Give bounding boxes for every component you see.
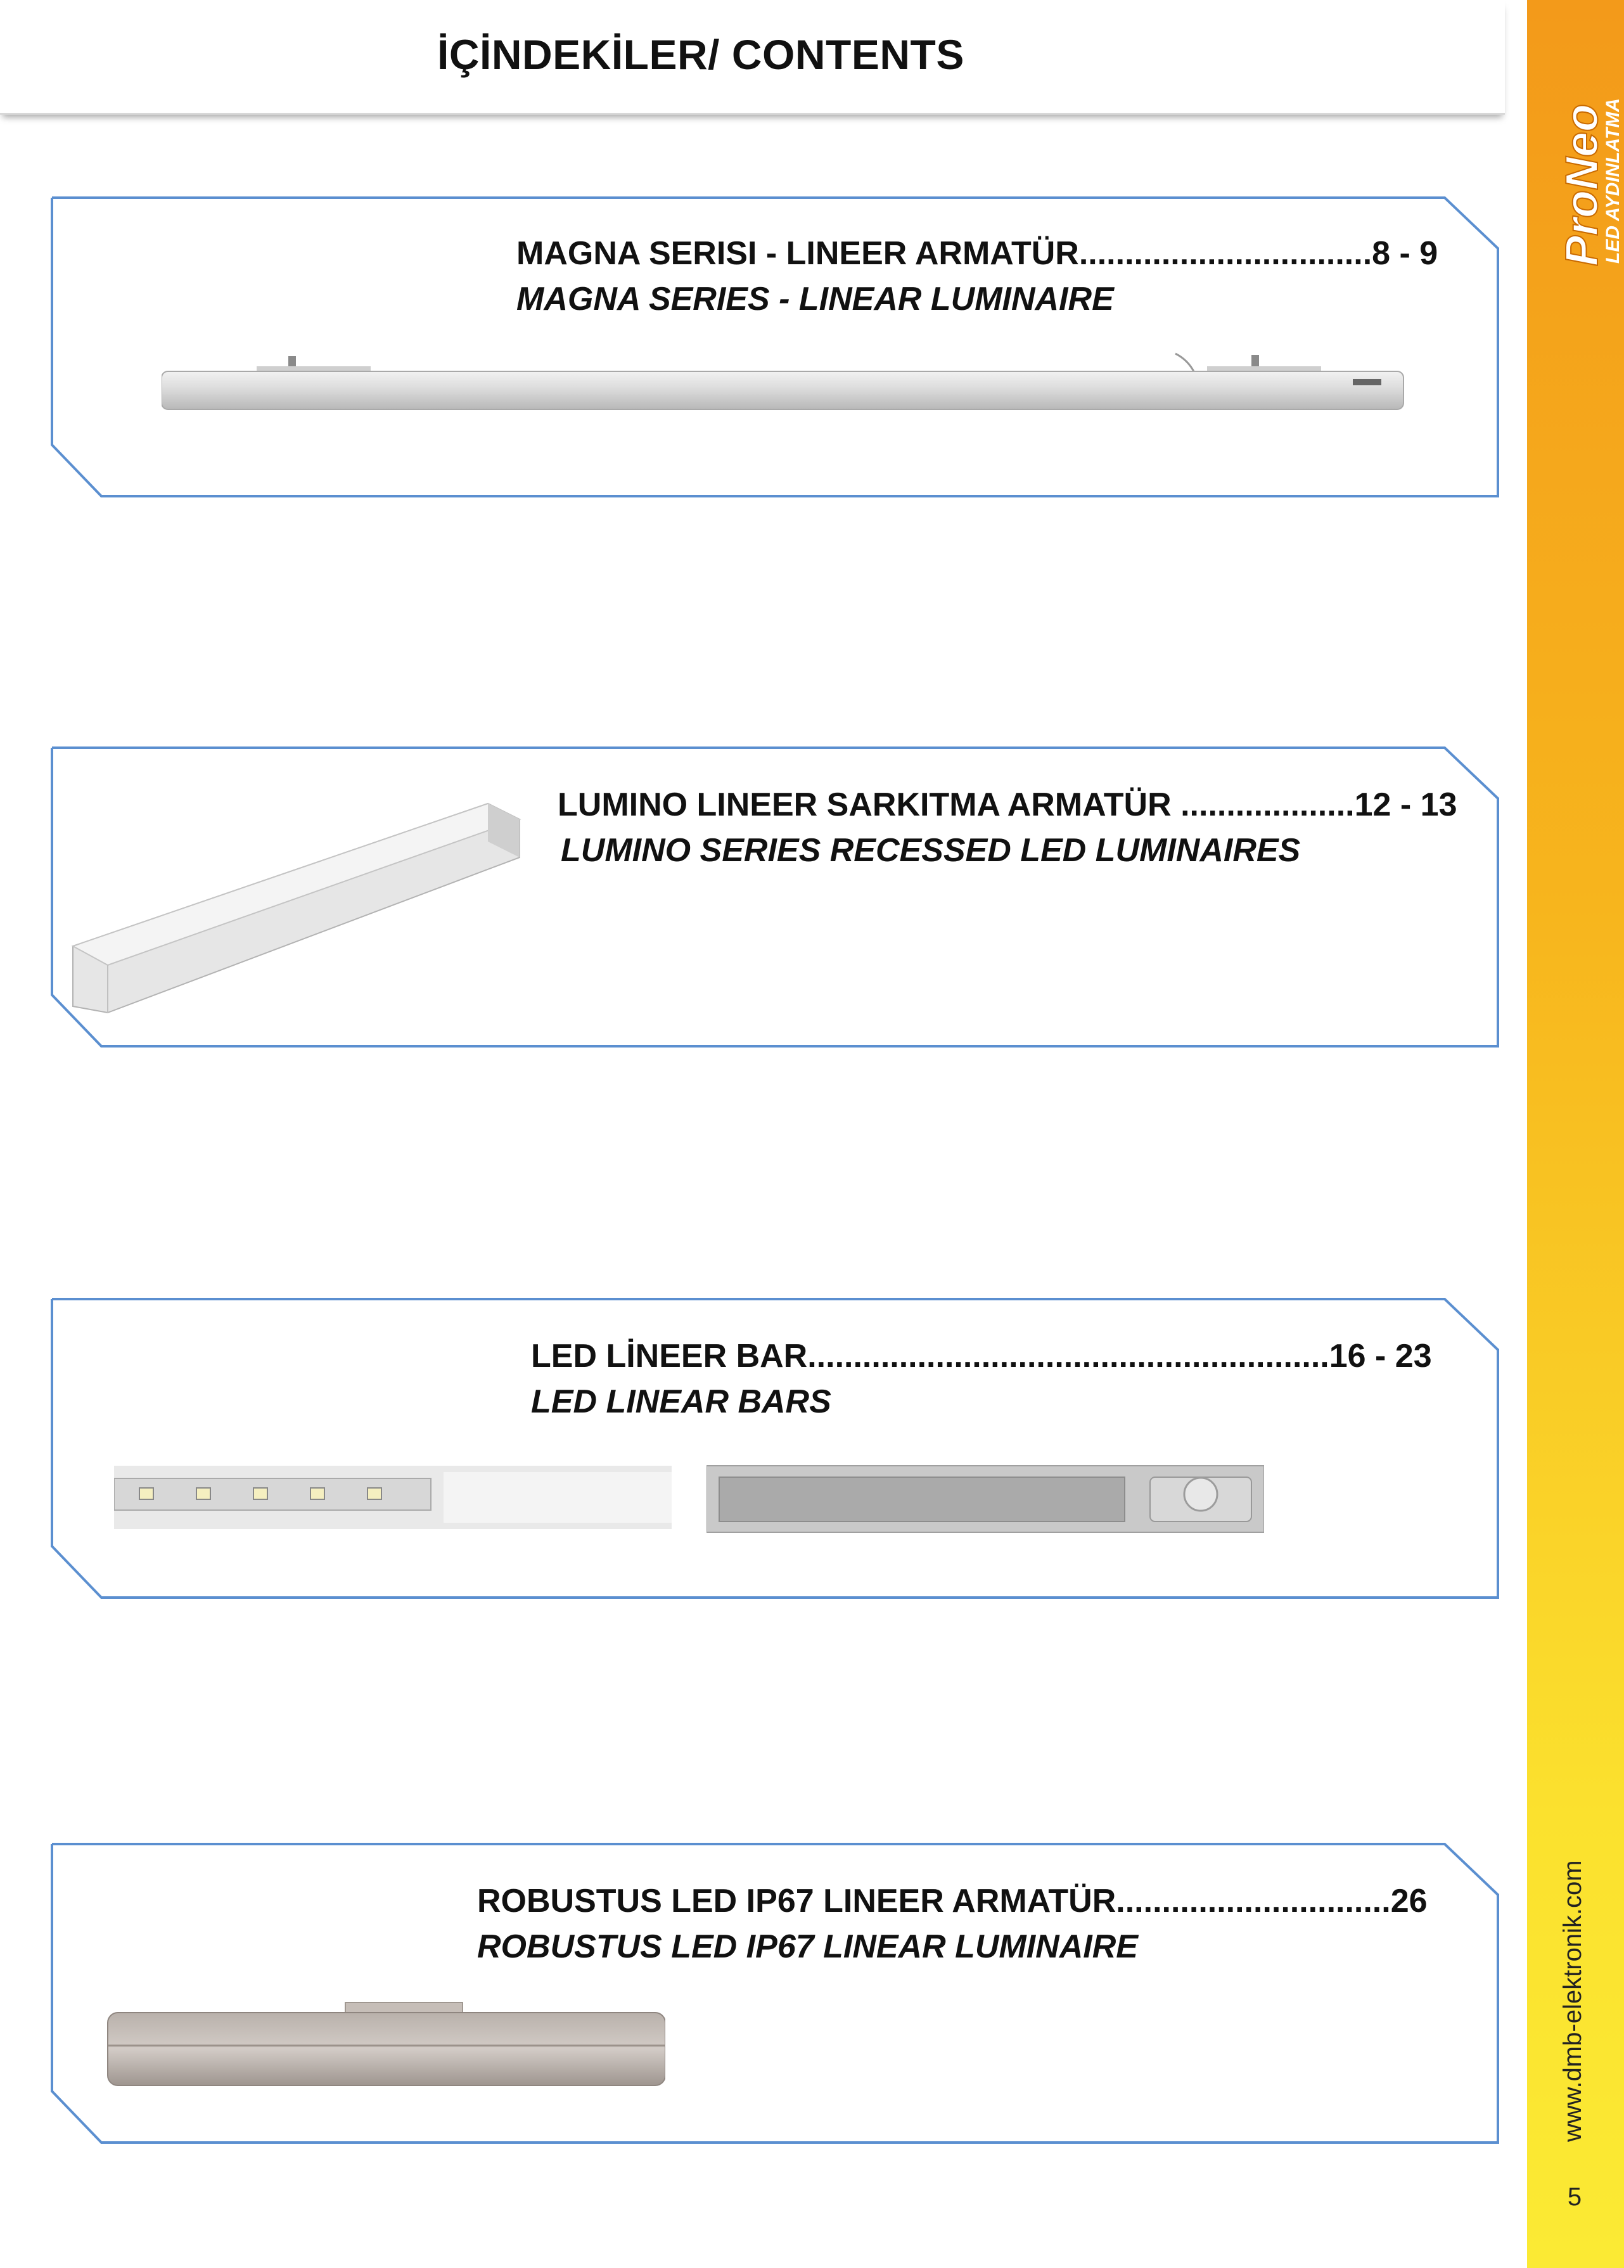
header-bar <box>0 0 1505 115</box>
entry-subtitle: ROBUSTUS LED IP67 LINEAR LUMINAIRE <box>477 1928 1138 1965</box>
website-url: www.dmb-elektronik.com <box>1559 1860 1587 2142</box>
toc-entry-robustus[interactable] <box>51 1843 1499 2144</box>
page-title: İÇİNDEKİLER/ CONTENTS <box>437 31 964 78</box>
entry-title: ROBUSTUS LED IP67 LINEER ARMATÜR..............................26 <box>477 1883 1428 1919</box>
brand-logo <box>1529 63 1624 279</box>
led-sensor-bar-image <box>707 1459 1264 1535</box>
entry-subtitle: LED LINEAR BARS <box>531 1383 831 1420</box>
brand-name: ProNeo <box>1557 103 1608 266</box>
entry-subtitle: MAGNA SERIES - LINEAR LUMINAIRE <box>516 281 1114 317</box>
entry-title: LUMINO LINEER SARKITMA ARMATÜR ...................12 - 13 <box>558 786 1457 823</box>
entry-title: MAGNA SERISI - LINEER ARMATÜR................................8 - 9 <box>516 235 1438 272</box>
robustus-luminaire-image <box>101 2001 665 2090</box>
entry-title: LED LİNEER BAR.........................................................16 - 23 <box>531 1338 1432 1374</box>
toc-entry-lumino[interactable] <box>51 746 1499 1048</box>
brand-tagline: LED AYDINLATMA <box>1602 98 1623 264</box>
led-strip-image <box>114 1459 672 1535</box>
lumino-luminaire-image <box>70 797 526 1032</box>
magna-luminaire-image <box>162 349 1413 418</box>
page-number: 5 <box>1567 2183 1582 2211</box>
toc-entry-magna[interactable] <box>51 196 1499 497</box>
toc-entry-led-bar[interactable] <box>51 1298 1499 1599</box>
entry-subtitle: LUMINO SERIES RECESSED LED LUMINAIRES <box>561 832 1301 869</box>
